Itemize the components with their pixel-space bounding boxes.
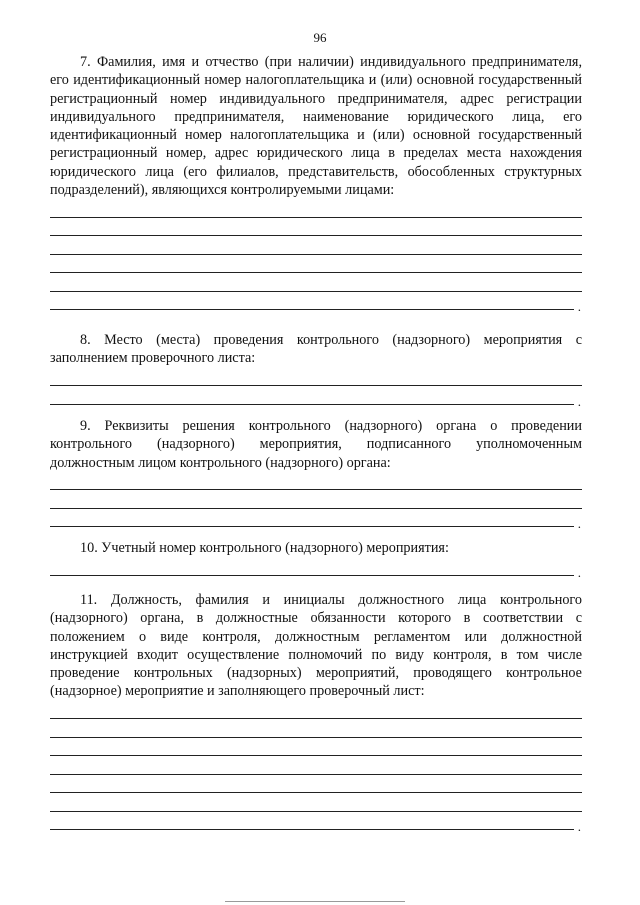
section-9-text <box>50 417 582 472</box>
section-10 <box>50 539 582 580</box>
section-8 <box>50 331 582 409</box>
section-10-text-content: 10. Учетный номер контрольного (надзорного) мероприятия: <box>80 540 449 556</box>
blank-line-last[interactable] <box>50 812 581 835</box>
section-7-text <box>50 53 582 199</box>
line-end-mark: . <box>577 299 581 315</box>
blank-line[interactable] <box>50 719 582 738</box>
section-8-text <box>50 331 582 368</box>
blank-line-last[interactable] <box>50 557 581 580</box>
section-11-text <box>50 591 582 701</box>
section-10-text <box>50 539 582 557</box>
section-11-text-content: 11. Должность, фамилия и инициалы должностного лица контрольного (надзорного) органа, в должностные обязанности которого в соответствии с положением о виде контроля, должностным регламентом или должностной инструкцией входит осуществление полномочий по виду контроля, в том числе проведение контрольных (надзорных) мероприятий, проводящего контрольное (надзорное) мероприятие и заполняющего проверочный лист: <box>50 592 582 700</box>
section-9-text-content: 9. Реквизиты решения контрольного (надзорного) органа о проведении контрольного (надзорного) мероприятия, подписанного уполномоченным должностным лицом контрольного (надзорного) органа: <box>50 418 582 471</box>
blank-line[interactable] <box>50 738 582 757</box>
page-number: 96 <box>313 30 327 45</box>
blank-line[interactable] <box>50 775 582 794</box>
blank-line[interactable] <box>50 255 582 274</box>
blank-line[interactable] <box>50 199 582 218</box>
section-8-blank-lines <box>50 368 582 409</box>
section-7-text-content: 7. Фамилия, имя и отчество (при наличии) индивидуального предпринимателя, его идентификационный номер налогоплательщика и (или) основной государственный регистрационный номер индивидуального предпринимателя, адрес регистрации индивидуального предпринимателя, наименование юридического лица, его идентификационный номер налогоплательщика и (или) основной государственный регистрационный номер, адрес юридического лица в пределах места нахождения юридического лица (его филиалов, представительств, обособленных структурных подразделений), являющихся контролируемыми лицами: <box>50 54 582 199</box>
section-8-text-content: 8. Место (места) проведения контрольного (надзорного) мероприятия с заполнением проверочного листа: <box>50 332 582 367</box>
section-10-blank-lines <box>50 557 582 580</box>
blank-line[interactable] <box>50 368 582 387</box>
blank-line[interactable] <box>50 756 582 775</box>
blank-line[interactable] <box>50 472 582 491</box>
blank-line-last[interactable] <box>50 292 581 315</box>
blank-line[interactable] <box>50 793 582 812</box>
blank-line[interactable] <box>50 236 582 255</box>
line-end-mark: . <box>577 564 581 580</box>
line-end-mark: . <box>577 819 581 835</box>
section-9 <box>50 417 582 532</box>
blank-line-last[interactable] <box>50 509 581 532</box>
blank-line[interactable] <box>50 701 582 720</box>
blank-line-last[interactable] <box>50 386 581 409</box>
section-7-blank-lines <box>50 199 582 315</box>
blank-line[interactable] <box>50 490 582 509</box>
scan-edge-divider <box>225 901 405 902</box>
line-end-mark: . <box>577 393 581 409</box>
section-11-blank-lines <box>50 701 582 835</box>
section-11 <box>50 591 582 835</box>
line-end-mark: . <box>577 516 581 532</box>
blank-line[interactable] <box>50 218 582 237</box>
section-7 <box>50 53 582 315</box>
section-9-blank-lines <box>50 472 582 532</box>
blank-line[interactable] <box>50 273 582 292</box>
